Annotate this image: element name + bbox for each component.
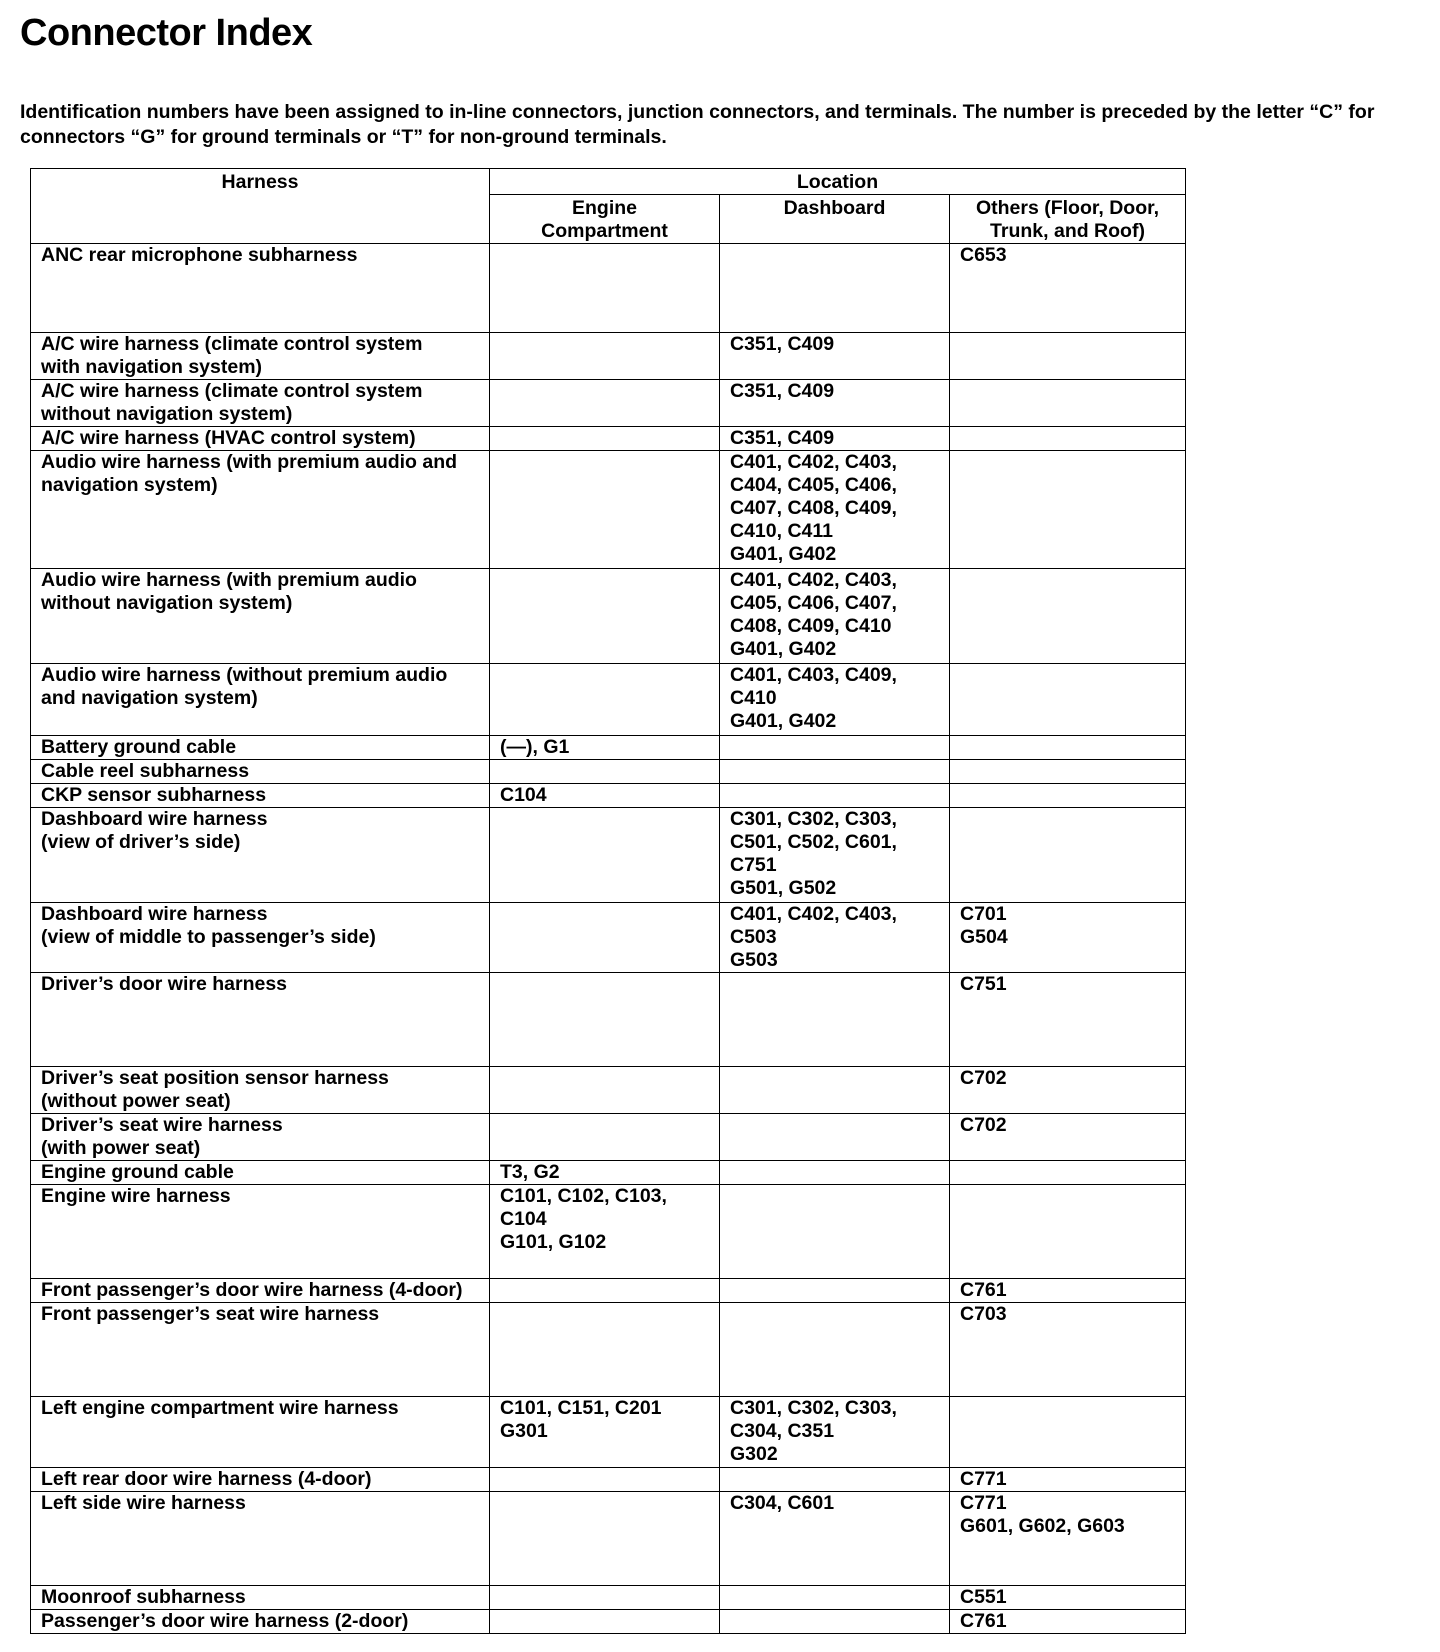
dashboard-cell bbox=[720, 244, 950, 333]
harness-cell: Dashboard wire harness (view of middle to passenger’s side) bbox=[31, 903, 490, 973]
engine-cell bbox=[490, 808, 720, 903]
engine-cell: C104 bbox=[490, 784, 720, 808]
dashboard-cell bbox=[720, 973, 950, 1067]
engine-cell bbox=[490, 1610, 720, 1634]
table-row bbox=[31, 333, 1186, 380]
engine-cell bbox=[490, 664, 720, 736]
harness-cell: Left rear door wire harness (4-door) bbox=[31, 1468, 490, 1492]
dashboard-cell bbox=[720, 1161, 950, 1185]
engine-cell bbox=[490, 760, 720, 784]
others-cell: C702 bbox=[950, 1067, 1186, 1114]
header-others: Others (Floor, Door, Trunk, and Roof) bbox=[950, 195, 1186, 244]
others-cell bbox=[950, 380, 1186, 427]
harness-cell: Left engine compartment wire harness bbox=[31, 1397, 490, 1468]
others-cell bbox=[950, 333, 1186, 380]
table-row bbox=[31, 380, 1186, 427]
dashboard-cell bbox=[720, 1586, 950, 1610]
harness-cell: ANC rear microphone subharness bbox=[31, 244, 490, 333]
dashboard-cell bbox=[720, 1185, 950, 1279]
harness-cell: Driver’s seat wire harness (with power seat) bbox=[31, 1114, 490, 1161]
others-cell bbox=[950, 760, 1186, 784]
dashboard-cell bbox=[720, 760, 950, 784]
table-row bbox=[31, 736, 1186, 760]
engine-cell bbox=[490, 1492, 720, 1586]
others-cell: C771 G601, G602, G603 bbox=[950, 1492, 1186, 1586]
dashboard-cell bbox=[720, 1610, 950, 1634]
harness-cell: A/C wire harness (climate control system without navigation system) bbox=[31, 380, 490, 427]
dashboard-cell bbox=[720, 736, 950, 760]
engine-cell: (—), G1 bbox=[490, 736, 720, 760]
others-cell: C751 bbox=[950, 973, 1186, 1067]
others-cell bbox=[950, 808, 1186, 903]
engine-cell bbox=[490, 973, 720, 1067]
others-cell bbox=[950, 1161, 1186, 1185]
table-row bbox=[31, 1586, 1186, 1610]
harness-cell: Left side wire harness bbox=[31, 1492, 490, 1586]
harness-cell: Battery ground cable bbox=[31, 736, 490, 760]
table-row bbox=[31, 1397, 1186, 1468]
dashboard-cell: C351, C409 bbox=[720, 427, 950, 451]
dashboard-cell: C401, C402, C403, C405, C406, C407, C408, C409, C410 G401, G402 bbox=[720, 569, 950, 664]
harness-cell: Dashboard wire harness (view of driver’s side) bbox=[31, 808, 490, 903]
harness-cell: CKP sensor subharness bbox=[31, 784, 490, 808]
table-row bbox=[31, 664, 1186, 736]
engine-cell bbox=[490, 244, 720, 333]
engine-cell bbox=[490, 1586, 720, 1610]
engine-cell bbox=[490, 1114, 720, 1161]
dashboard-cell bbox=[720, 1067, 950, 1114]
header-location: Location bbox=[490, 169, 1186, 195]
others-cell bbox=[950, 664, 1186, 736]
table-row bbox=[31, 244, 1186, 333]
others-cell: C551 bbox=[950, 1586, 1186, 1610]
table-row bbox=[31, 427, 1186, 451]
table-row bbox=[31, 808, 1186, 903]
dashboard-cell bbox=[720, 1468, 950, 1492]
engine-cell bbox=[490, 1279, 720, 1303]
dashboard-cell: C301, C302, C303, C501, C502, C601, C751 G501, G502 bbox=[720, 808, 950, 903]
engine-cell bbox=[490, 1067, 720, 1114]
engine-cell bbox=[490, 1468, 720, 1492]
header-engine-compartment: Engine Compartment bbox=[490, 195, 720, 244]
dashboard-cell bbox=[720, 1114, 950, 1161]
engine-cell bbox=[490, 427, 720, 451]
table-row bbox=[31, 1185, 1186, 1279]
harness-cell: Engine ground cable bbox=[31, 1161, 490, 1185]
engine-cell bbox=[490, 451, 720, 569]
table-row bbox=[31, 784, 1186, 808]
harness-cell: Cable reel subharness bbox=[31, 760, 490, 784]
others-cell: C702 bbox=[950, 1114, 1186, 1161]
header-harness: Harness bbox=[31, 169, 490, 244]
table-row bbox=[31, 1067, 1186, 1114]
table-row bbox=[31, 1303, 1186, 1397]
dashboard-cell bbox=[720, 1279, 950, 1303]
table-row bbox=[31, 1492, 1186, 1586]
others-cell bbox=[950, 784, 1186, 808]
connector-index-table bbox=[30, 168, 1186, 1634]
intro-paragraph: Identification numbers have been assigned to in-line connectors, junction connectors, and terminals. The number is preceded by the letter “C” for connectors “G” for ground terminals or “T” for non-ground terminals. bbox=[20, 101, 1375, 148]
dashboard-cell: C401, C403, C409, C410 G401, G402 bbox=[720, 664, 950, 736]
engine-cell bbox=[490, 1303, 720, 1397]
dashboard-cell: C351, C409 bbox=[720, 333, 950, 380]
table-row bbox=[31, 973, 1186, 1067]
table-body bbox=[31, 244, 1186, 1634]
table-row bbox=[31, 569, 1186, 664]
dashboard-cell: C401, C402, C403, C404, C405, C406, C407, C408, C409, C410, C411 G401, G402 bbox=[720, 451, 950, 569]
header-dashboard: Dashboard bbox=[720, 195, 950, 244]
harness-cell: Front passenger’s seat wire harness bbox=[31, 1303, 490, 1397]
dashboard-cell: C304, C601 bbox=[720, 1492, 950, 1586]
dashboard-cell: C301, C302, C303, C304, C351 G302 bbox=[720, 1397, 950, 1468]
dashboard-cell bbox=[720, 784, 950, 808]
others-cell bbox=[950, 1397, 1186, 1468]
others-cell: C771 bbox=[950, 1468, 1186, 1492]
table-row bbox=[31, 1468, 1186, 1492]
engine-cell: C101, C151, C201 G301 bbox=[490, 1397, 720, 1468]
engine-cell: T3, G2 bbox=[490, 1161, 720, 1185]
dashboard-cell bbox=[720, 1303, 950, 1397]
harness-cell: Moonroof subharness bbox=[31, 1586, 490, 1610]
others-cell: C761 bbox=[950, 1610, 1186, 1634]
table-row bbox=[31, 903, 1186, 973]
table-row bbox=[31, 451, 1186, 569]
harness-cell: A/C wire harness (HVAC control system) bbox=[31, 427, 490, 451]
dashboard-cell: C401, C402, C403, C503 G503 bbox=[720, 903, 950, 973]
engine-cell: C101, C102, C103, C104 G101, G102 bbox=[490, 1185, 720, 1279]
harness-cell: A/C wire harness (climate control system with navigation system) bbox=[31, 333, 490, 380]
harness-cell: Audio wire harness (with premium audio and navigation system) bbox=[31, 451, 490, 569]
harness-cell: Audio wire harness (with premium audio without navigation system) bbox=[31, 569, 490, 664]
harness-cell: Driver’s door wire harness bbox=[31, 973, 490, 1067]
table-row bbox=[31, 1610, 1186, 1634]
others-cell: C703 bbox=[950, 1303, 1186, 1397]
harness-cell: Engine wire harness bbox=[31, 1185, 490, 1279]
engine-cell bbox=[490, 569, 720, 664]
harness-cell: Driver’s seat position sensor harness (without power seat) bbox=[31, 1067, 490, 1114]
harness-cell: Passenger’s door wire harness (2-door) bbox=[31, 1610, 490, 1634]
table-row bbox=[31, 1161, 1186, 1185]
dashboard-cell: C351, C409 bbox=[720, 380, 950, 427]
engine-cell bbox=[490, 903, 720, 973]
table-row bbox=[31, 1279, 1186, 1303]
others-cell: C701 G504 bbox=[950, 903, 1186, 973]
table-row bbox=[31, 760, 1186, 784]
others-cell bbox=[950, 427, 1186, 451]
others-cell: C653 bbox=[950, 244, 1186, 333]
others-cell bbox=[950, 451, 1186, 569]
harness-cell: Audio wire harness (without premium audio and navigation system) bbox=[31, 664, 490, 736]
others-cell bbox=[950, 736, 1186, 760]
engine-cell bbox=[490, 333, 720, 380]
others-cell bbox=[950, 1185, 1186, 1279]
engine-cell bbox=[490, 380, 720, 427]
others-cell bbox=[950, 569, 1186, 664]
others-cell: C761 bbox=[950, 1279, 1186, 1303]
table-row bbox=[31, 1114, 1186, 1161]
page-title: Connector Index bbox=[20, 12, 313, 54]
harness-cell: Front passenger’s door wire harness (4-door) bbox=[31, 1279, 490, 1303]
